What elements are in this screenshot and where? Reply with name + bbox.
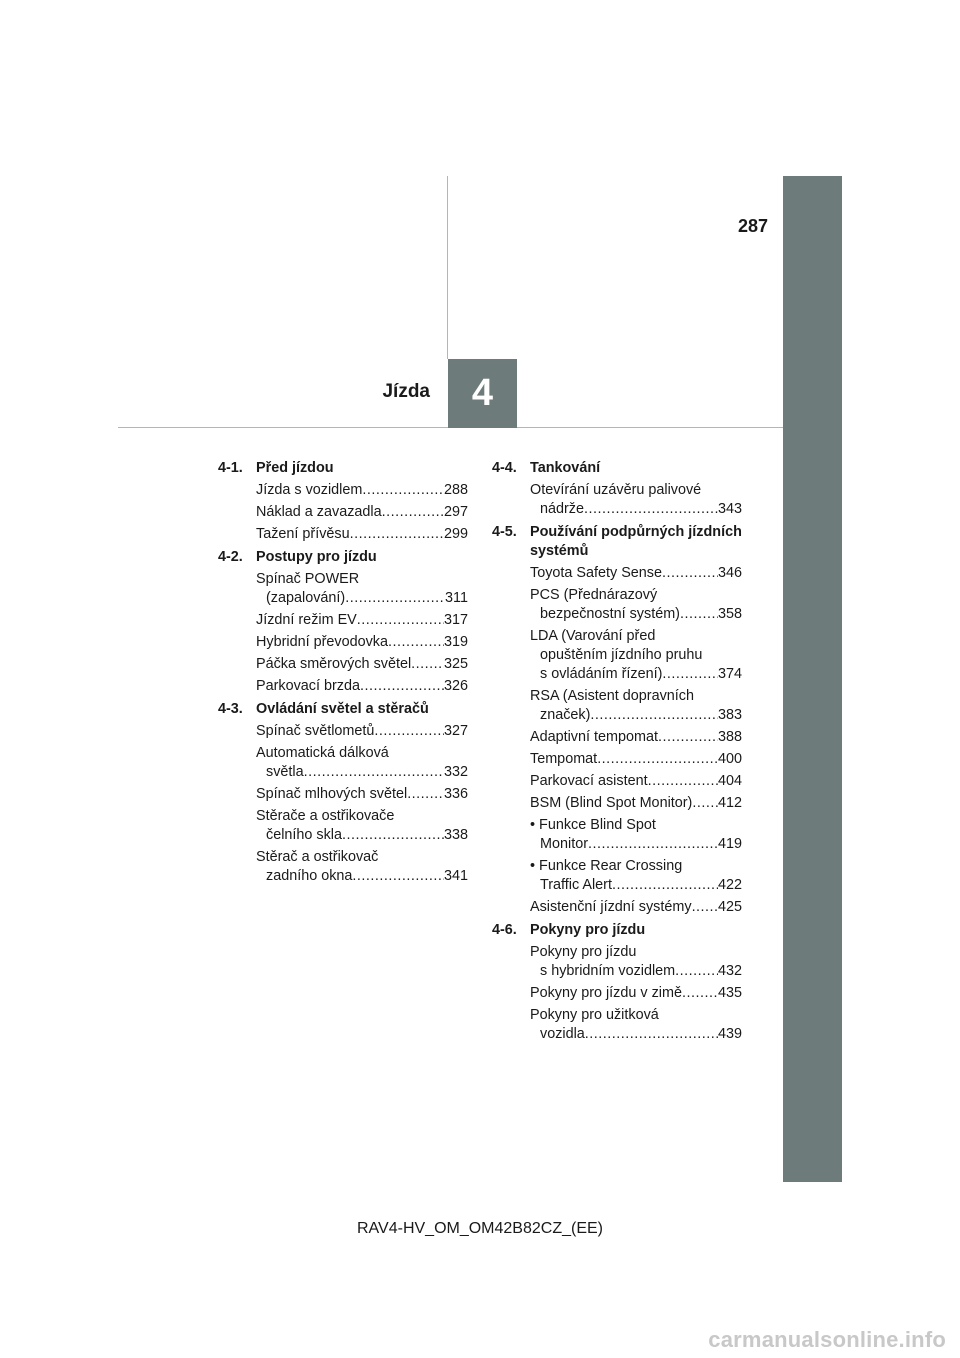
dot-leader — [588, 835, 718, 854]
entry-text: Pokyny pro jízdu — [530, 944, 637, 960]
page-ref: 341 — [443, 868, 468, 884]
entry-line — [530, 728, 742, 747]
entry-line — [256, 677, 468, 696]
toc-entry[interactable] — [256, 677, 468, 696]
page-ref: 358 — [717, 606, 742, 622]
entry-line — [256, 481, 468, 500]
toc-section — [218, 700, 468, 886]
toc-entry[interactable] — [530, 627, 742, 684]
entry-line — [530, 835, 742, 854]
page-ref: 288 — [443, 482, 468, 498]
entry-text: LDA (Varování před — [530, 628, 656, 644]
section-heading — [492, 921, 742, 940]
entry-line — [256, 744, 468, 763]
page-ref: 439 — [717, 1026, 742, 1042]
toc-entry[interactable] — [530, 750, 742, 769]
entry-text: vozidla — [540, 1026, 585, 1042]
toc-entry[interactable] — [256, 785, 468, 804]
entry-text: PCS (Přednárazový — [530, 587, 658, 603]
entry-line — [530, 984, 742, 1003]
toc-entry[interactable] — [256, 848, 468, 886]
entry-text: Jízdní režim EV — [256, 612, 357, 628]
toc-entry[interactable] — [530, 772, 742, 791]
entry-text: Spínač světlometů — [256, 723, 375, 739]
dot-leader — [692, 794, 718, 813]
toc-sub-entry[interactable] — [530, 816, 742, 854]
dot-leader — [388, 633, 444, 652]
page-ref: 338 — [443, 827, 468, 843]
entry-line — [256, 722, 468, 741]
dot-leader — [357, 611, 444, 630]
entry-text: Spínač mlhových světel — [256, 786, 408, 802]
dot-leader — [648, 772, 718, 791]
toc-entry[interactable] — [530, 687, 742, 725]
entry-line — [530, 857, 742, 876]
watermark: carmanualsonline.info — [708, 1327, 946, 1352]
toc-entry[interactable] — [530, 984, 742, 1003]
page-ref: 317 — [443, 612, 468, 628]
entry-line — [256, 611, 468, 630]
toc-entry[interactable] — [256, 655, 468, 674]
entry-line — [530, 687, 742, 706]
entry-line — [530, 962, 742, 981]
dot-leader — [352, 867, 444, 886]
entry-line — [256, 867, 468, 886]
entry-line — [530, 750, 742, 769]
section-number: 4-3. — [218, 701, 243, 717]
page-ref: 404 — [717, 773, 742, 789]
toc-section — [492, 921, 742, 1044]
page-ref: 425 — [717, 899, 742, 915]
entry-text: Automatická dálková — [256, 745, 389, 761]
section-heading — [218, 700, 468, 719]
page-ref: 374 — [717, 666, 742, 682]
page-ref: 326 — [443, 678, 468, 694]
toc-entry[interactable] — [256, 503, 468, 522]
entry-text: Páčka směrových světel — [256, 656, 412, 672]
entry-text: zadního okna — [266, 868, 353, 884]
dot-leader — [658, 728, 718, 747]
dot-leader — [612, 876, 718, 895]
entry-text: Parkovací brzda — [256, 678, 360, 694]
toc-entry[interactable] — [256, 525, 468, 544]
page-ref: 432 — [717, 963, 742, 979]
toc-entry[interactable] — [530, 898, 742, 917]
entry-text: s ovládáním řízení) — [540, 666, 663, 682]
entry-line — [530, 1025, 742, 1044]
page-ref: 388 — [717, 729, 742, 745]
toc-entry[interactable] — [256, 722, 468, 741]
entry-text: Stěrače a ostřikovače — [256, 808, 395, 824]
dot-leader — [584, 500, 718, 519]
entry-line — [256, 763, 468, 782]
vertical-rule — [447, 176, 448, 359]
section-number: 4-2. — [218, 549, 243, 565]
entry-line — [256, 589, 468, 608]
entry-text: Monitor — [540, 836, 588, 852]
entry-line — [530, 1006, 742, 1025]
entry-line — [256, 525, 468, 544]
entry-line — [530, 943, 742, 962]
entry-line — [256, 785, 468, 804]
section-number: 4-5. — [492, 524, 517, 540]
page-ref: 319 — [443, 634, 468, 650]
dot-leader — [585, 1025, 718, 1044]
dot-leader — [597, 750, 718, 769]
chapter-title: Jízda — [382, 381, 430, 402]
entry-line — [256, 655, 468, 674]
toc-entry[interactable] — [530, 794, 742, 813]
entry-line — [530, 816, 742, 835]
dot-leader — [304, 763, 444, 782]
entry-text: Toyota Safety Sense — [530, 565, 662, 581]
toc-entry[interactable] — [256, 807, 468, 845]
toc-entry[interactable] — [530, 1006, 742, 1044]
page-ref: 327 — [443, 723, 468, 739]
dot-leader — [411, 655, 444, 674]
toc-entry[interactable] — [530, 586, 742, 624]
page-ref: 400 — [717, 751, 742, 767]
section-heading — [218, 459, 468, 478]
entry-line — [530, 706, 742, 725]
entry-text: Tažení přívěsu — [256, 526, 350, 542]
entry-text: Tempomat — [530, 751, 598, 767]
page-ref: 325 — [443, 656, 468, 672]
toc-section — [492, 523, 742, 917]
entry-text: Adaptivní tempomat — [530, 729, 658, 745]
document-code: RAV4-HV_OM_OM42B82CZ_(EE) — [357, 1220, 603, 1237]
toc-section — [218, 548, 468, 696]
page-ref: 435 — [717, 985, 742, 1001]
entry-text: Stěrač a ostřikovač — [256, 849, 379, 865]
page-ref: 311 — [445, 590, 468, 606]
page-ref: 336 — [443, 786, 468, 802]
entry-text: Parkovací asistent — [530, 773, 648, 789]
entry-line — [530, 646, 742, 665]
toc-entry[interactable] — [256, 481, 468, 500]
dot-leader — [350, 525, 444, 544]
page-ref: 297 — [443, 504, 468, 520]
section-title: Tankování — [530, 460, 601, 476]
toc-sub-entry[interactable] — [530, 857, 742, 895]
dot-leader — [345, 589, 445, 608]
entry-text: Spínač POWER — [256, 571, 360, 587]
entry-text: Hybridní převodovka — [256, 634, 388, 650]
entry-text: Otevírání uzávěru palivové — [530, 482, 702, 498]
entry-line — [530, 627, 742, 646]
entry-text: Pokyny pro jízdu v zimě — [530, 985, 682, 1001]
section-title: Používání podpůrných jízdních systémů — [530, 524, 742, 559]
section-title: Postupy pro jízdu — [256, 549, 377, 565]
entry-text: bezpečnostní systém) — [540, 606, 680, 622]
dot-leader — [590, 706, 718, 725]
page-number: 287 — [738, 216, 769, 236]
dot-leader — [680, 605, 718, 624]
entry-line — [530, 772, 742, 791]
entry-line — [530, 876, 742, 895]
entry-text: Náklad a zavazadla — [256, 504, 382, 520]
entry-line — [530, 481, 742, 500]
toc-entry[interactable] — [256, 744, 468, 782]
entry-line — [256, 848, 468, 867]
dot-leader — [692, 898, 718, 917]
section-title: Pokyny pro jízdu — [530, 922, 646, 938]
entry-line — [530, 794, 742, 813]
section-heading — [492, 459, 742, 478]
page-ref: 346 — [717, 565, 742, 581]
entry-line — [530, 564, 742, 583]
toc-column-left — [218, 459, 468, 890]
entry-line — [256, 807, 468, 826]
toc-entry[interactable] — [530, 564, 742, 583]
dot-leader — [675, 962, 718, 981]
entry-line — [530, 898, 742, 917]
page-ref: 419 — [717, 836, 742, 852]
dot-leader — [362, 481, 444, 500]
toc-entry[interactable] — [530, 481, 742, 519]
page-ref: 383 — [717, 707, 742, 723]
dot-leader — [342, 826, 444, 845]
chapter-number: 4 — [471, 372, 494, 414]
dot-leader — [407, 785, 444, 804]
page-ref: 299 — [443, 526, 468, 542]
dot-leader — [382, 503, 444, 522]
entry-line — [256, 570, 468, 589]
toc-entry[interactable] — [530, 728, 742, 747]
entry-text: Asistenční jízdní systémy — [530, 899, 692, 915]
entry-text: BSM (Blind Spot Monitor) — [530, 795, 693, 811]
toc-section — [218, 459, 468, 544]
page-ref: 422 — [717, 877, 742, 893]
entry-line — [256, 826, 468, 845]
entry-text: Traffic Alert — [540, 877, 612, 893]
section-heading — [492, 523, 742, 561]
section-heading — [218, 548, 468, 567]
entry-line — [256, 633, 468, 652]
toc-section — [492, 459, 742, 519]
dot-leader — [662, 665, 718, 684]
section-number: 4-6. — [492, 922, 517, 938]
entry-line — [256, 503, 468, 522]
toc-entry[interactable] — [256, 570, 468, 608]
section-title: Před jízdou — [256, 460, 334, 476]
page-ref: 332 — [443, 764, 468, 780]
entry-text: • Funkce Blind Spot — [530, 817, 656, 833]
entry-text: značek) — [540, 707, 591, 723]
chapter-number-box — [448, 359, 517, 428]
entry-line — [530, 665, 742, 684]
entry-text: nádrže — [540, 501, 585, 517]
entry-text: čelního skla — [266, 827, 342, 843]
entry-line — [530, 586, 742, 605]
toc-entry[interactable] — [530, 943, 742, 981]
entry-line — [530, 605, 742, 624]
dot-leader — [682, 984, 718, 1003]
entry-text: (zapalování) — [266, 590, 346, 606]
entry-text: Pokyny pro užitková — [530, 1007, 659, 1023]
dot-leader — [360, 677, 444, 696]
entry-text: • Funkce Rear Crossing — [530, 858, 683, 874]
toc-entry[interactable] — [256, 633, 468, 652]
chapter-side-tab — [783, 176, 842, 1182]
dot-leader — [662, 564, 718, 583]
toc-entry[interactable] — [256, 611, 468, 630]
page-ref: 343 — [717, 501, 742, 517]
entry-line — [530, 500, 742, 519]
toc-column-right — [492, 459, 742, 1048]
section-number: 4-1. — [218, 460, 243, 476]
entry-text: světla — [266, 764, 304, 780]
entry-text: opuštěním jízdního pruhu — [540, 647, 703, 663]
entry-text: Jízda s vozidlem — [256, 482, 363, 498]
page-ref: 412 — [717, 795, 742, 811]
section-number: 4-4. — [492, 460, 517, 476]
section-title: Ovládání světel a stěračů — [256, 701, 429, 717]
entry-text: RSA (Asistent dopravních — [530, 688, 694, 704]
entry-text: s hybridním vozidlem — [540, 963, 676, 979]
dot-leader — [374, 722, 444, 741]
